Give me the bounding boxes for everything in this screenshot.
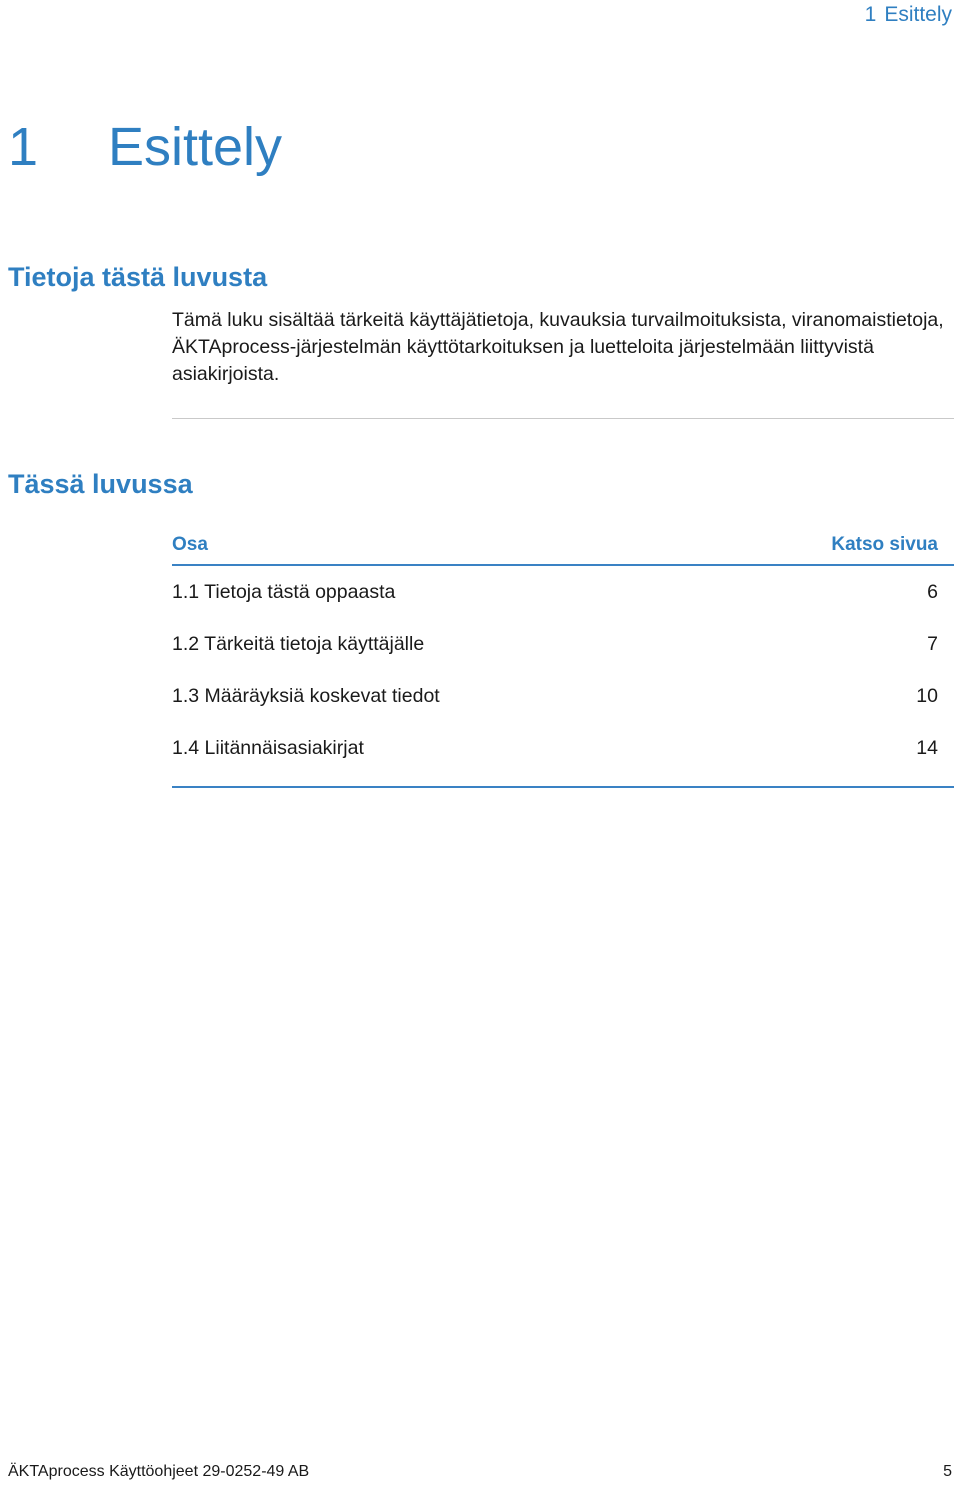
contents-row-section[interactable]: 1.2 Tärkeitä tietoja käyttäjälle [172, 633, 425, 655]
intro-paragraph: Tämä luku sisältää tärkeitä käyttäjätietoja, kuvauksia turvailmoituksista, viranomaistietoja, ÄKTAprocess-järjestelmän käyttötarkoituksen ja luetteloita järjestelmään liittyvistä asiakirjoista. [172, 309, 944, 385]
footer-page-number: 5 [943, 1463, 952, 1480]
contents-row[interactable] [172, 734, 954, 786]
in-chapter-heading: Tässä luvussa [8, 469, 193, 499]
contents-row-section[interactable]: 1.1 Tietoja tästä oppaasta [172, 581, 396, 603]
footer-document-title: ÄKTAprocess Käyttöohjeet 29-0252-49 AB [8, 1463, 310, 1480]
column-header-page: Katso sivua [831, 534, 938, 555]
contents-row[interactable] [172, 630, 954, 682]
column-header-section: Osa [172, 534, 208, 555]
chapter-name: Esittely [108, 117, 283, 177]
chapter-title [8, 116, 282, 178]
contents-row-page: 10 [916, 685, 938, 707]
chapter-contents-table [172, 534, 954, 788]
contents-table-bottom-rule [172, 786, 954, 788]
page-footer [8, 1463, 952, 1481]
contents-row-section[interactable]: 1.4 Liitännäisasiakirjat [172, 737, 364, 759]
contents-row-page: 6 [927, 581, 938, 603]
chapter-number: 1 [8, 117, 39, 177]
contents-table-header [172, 534, 954, 566]
contents-row-page: 14 [916, 737, 938, 759]
running-header [865, 3, 952, 27]
contents-row-page: 7 [927, 633, 938, 655]
running-header-chapter-number: 1 [864, 3, 877, 26]
running-header-chapter-name: Esittely [884, 3, 952, 26]
contents-row[interactable] [172, 682, 954, 734]
contents-row-section[interactable]: 1.3 Määräyksiä koskevat tiedot [172, 685, 440, 707]
about-heading: Tietoja tästä luvusta [8, 262, 268, 292]
contents-row[interactable] [172, 578, 954, 630]
divider [172, 418, 954, 419]
